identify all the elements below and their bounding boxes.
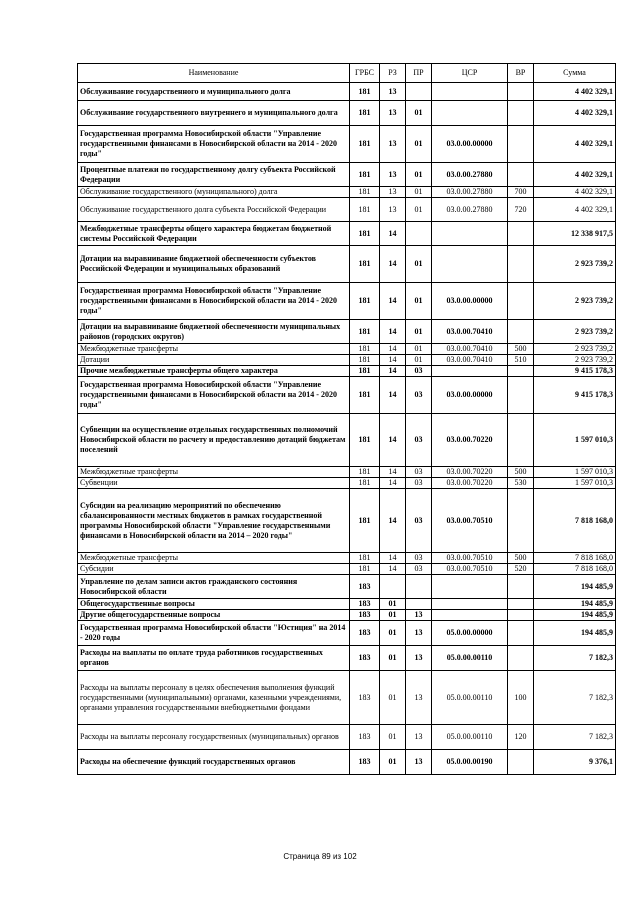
cell-csr: 03.0.00.00000 xyxy=(432,283,508,320)
cell-vr xyxy=(508,489,534,553)
cell-grbs: 183 xyxy=(350,725,380,750)
cell-grbs: 181 xyxy=(350,187,380,198)
cell-csr xyxy=(432,101,508,126)
cell-name: Расходы на выплаты по оплате труда работников государственных органов xyxy=(78,646,350,671)
cell-grbs: 181 xyxy=(350,283,380,320)
cell-grbs: 183 xyxy=(350,621,380,646)
cell-csr: 05.0.00.00110 xyxy=(432,671,508,725)
cell-pr: 01 xyxy=(406,344,432,355)
cell-csr: 05.0.00.00110 xyxy=(432,725,508,750)
cell-name: Межбюджетные трансферты общего характера бюджетам бюджетной системы Российской Федерации xyxy=(78,222,350,246)
cell-vr xyxy=(508,222,534,246)
cell-csr xyxy=(432,222,508,246)
cell-grbs: 181 xyxy=(350,377,380,414)
cell-csr: 05.0.00.00110 xyxy=(432,646,508,671)
cell-grbs: 181 xyxy=(350,320,380,344)
cell-csr: 03.0.00.70220 xyxy=(432,478,508,489)
cell-vr: 520 xyxy=(508,564,534,575)
cell-name: Расходы на обеспечение функций государственных органов xyxy=(78,750,350,775)
table-row xyxy=(78,725,616,750)
cell-vr xyxy=(508,599,534,610)
cell-vr: 530 xyxy=(508,478,534,489)
cell-vr xyxy=(508,646,534,671)
header-csr: ЦСР xyxy=(432,64,508,83)
cell-sum: 4 402 329,1 xyxy=(534,187,616,198)
cell-sum: 9 415 178,3 xyxy=(534,366,616,377)
cell-rz: 14 xyxy=(380,377,406,414)
cell-pr: 01 xyxy=(406,320,432,344)
cell-grbs: 181 xyxy=(350,83,380,101)
cell-rz: 14 xyxy=(380,489,406,553)
cell-sum: 4 402 329,1 xyxy=(534,163,616,187)
cell-sum: 7 182,3 xyxy=(534,646,616,671)
cell-name: Процентные платежи по государственному долгу субъекта Российской Федерации xyxy=(78,163,350,187)
budget-table xyxy=(77,63,616,775)
cell-pr: 03 xyxy=(406,467,432,478)
cell-grbs: 181 xyxy=(350,198,380,222)
cell-name: Межбюджетные трансферты xyxy=(78,553,350,564)
cell-sum: 1 597 010,3 xyxy=(534,478,616,489)
cell-vr xyxy=(508,414,534,467)
cell-grbs: 181 xyxy=(350,344,380,355)
table-row xyxy=(78,222,616,246)
header-name: Наименование xyxy=(78,64,350,83)
table-row xyxy=(78,489,616,553)
cell-vr xyxy=(508,610,534,621)
cell-name: Межбюджетные трансферты xyxy=(78,344,350,355)
cell-csr: 03.0.00.70510 xyxy=(432,489,508,553)
table-row xyxy=(78,163,616,187)
cell-vr xyxy=(508,621,534,646)
cell-rz: 14 xyxy=(380,553,406,564)
cell-grbs: 181 xyxy=(350,126,380,163)
cell-pr: 03 xyxy=(406,564,432,575)
header-pr: ПР xyxy=(406,64,432,83)
cell-rz: 13 xyxy=(380,187,406,198)
cell-name: Дотации на выравнивание бюджетной обеспеченности муниципальных районов (городских округов) xyxy=(78,320,350,344)
cell-name: Другие общегосударственные вопросы xyxy=(78,610,350,621)
cell-pr: 13 xyxy=(406,671,432,725)
page-number-footer: Страница 89 из 102 xyxy=(283,852,357,861)
cell-csr: 03.0.00.27880 xyxy=(432,187,508,198)
cell-pr: 01 xyxy=(406,198,432,222)
cell-pr: 01 xyxy=(406,101,432,126)
cell-vr xyxy=(508,83,534,101)
cell-rz: 14 xyxy=(380,246,406,283)
cell-vr: 510 xyxy=(508,355,534,366)
table-row xyxy=(78,187,616,198)
cell-grbs: 183 xyxy=(350,575,380,599)
cell-grbs: 181 xyxy=(350,355,380,366)
cell-rz: 14 xyxy=(380,283,406,320)
cell-pr xyxy=(406,575,432,599)
table-row xyxy=(78,478,616,489)
cell-grbs: 183 xyxy=(350,750,380,775)
cell-name: Обслуживание государственного внутреннего и муниципального долга xyxy=(78,101,350,126)
cell-vr xyxy=(508,283,534,320)
cell-csr: 03.0.00.70410 xyxy=(432,344,508,355)
cell-pr: 01 xyxy=(406,283,432,320)
table-row xyxy=(78,366,616,377)
table-row xyxy=(78,467,616,478)
cell-grbs: 181 xyxy=(350,478,380,489)
cell-sum: 2 923 739,2 xyxy=(534,246,616,283)
cell-vr: 500 xyxy=(508,344,534,355)
cell-name: Субвенции xyxy=(78,478,350,489)
cell-grbs: 183 xyxy=(350,671,380,725)
cell-csr xyxy=(432,599,508,610)
cell-rz: 14 xyxy=(380,355,406,366)
cell-grbs: 183 xyxy=(350,599,380,610)
cell-pr: 01 xyxy=(406,163,432,187)
cell-pr: 03 xyxy=(406,377,432,414)
cell-rz: 01 xyxy=(380,671,406,725)
cell-grbs: 181 xyxy=(350,163,380,187)
cell-rz: 13 xyxy=(380,83,406,101)
cell-rz: 01 xyxy=(380,725,406,750)
cell-name: Дотации на выравнивание бюджетной обеспеченности субъектов Российской Федерации и муниципальных образований xyxy=(78,246,350,283)
cell-csr: 03.0.00.27880 xyxy=(432,198,508,222)
header-row xyxy=(78,64,616,83)
table-row xyxy=(78,344,616,355)
cell-name: Дотации xyxy=(78,355,350,366)
cell-pr: 01 xyxy=(406,187,432,198)
cell-pr: 03 xyxy=(406,553,432,564)
cell-csr xyxy=(432,575,508,599)
table-row xyxy=(78,246,616,283)
cell-rz: 14 xyxy=(380,467,406,478)
cell-sum: 7 818 168,0 xyxy=(534,564,616,575)
cell-pr xyxy=(406,599,432,610)
cell-sum: 9 376,1 xyxy=(534,750,616,775)
cell-sum: 7 182,3 xyxy=(534,725,616,750)
cell-pr: 13 xyxy=(406,621,432,646)
cell-name: Межбюджетные трансферты xyxy=(78,467,350,478)
cell-grbs: 181 xyxy=(350,489,380,553)
cell-grbs: 181 xyxy=(350,222,380,246)
cell-csr xyxy=(432,610,508,621)
cell-pr xyxy=(406,222,432,246)
cell-vr: 100 xyxy=(508,671,534,725)
cell-pr: 13 xyxy=(406,610,432,621)
cell-rz: 01 xyxy=(380,599,406,610)
cell-name: Государственная программа Новосибирской области "Управление государственными финансами в Новосибирской области на 2014 - 2020 годы" xyxy=(78,126,350,163)
table-row xyxy=(78,564,616,575)
cell-sum: 9 415 178,3 xyxy=(534,377,616,414)
table-row xyxy=(78,126,616,163)
cell-rz: 01 xyxy=(380,646,406,671)
cell-rz: 13 xyxy=(380,101,406,126)
cell-sum: 7 818 168,0 xyxy=(534,489,616,553)
cell-rz: 01 xyxy=(380,621,406,646)
cell-sum: 194 485,9 xyxy=(534,599,616,610)
cell-sum: 4 402 329,1 xyxy=(534,101,616,126)
table-row xyxy=(78,320,616,344)
cell-rz: 14 xyxy=(380,344,406,355)
cell-grbs: 183 xyxy=(350,610,380,621)
cell-vr: 500 xyxy=(508,467,534,478)
header-rz: РЗ xyxy=(380,64,406,83)
cell-pr: 13 xyxy=(406,646,432,671)
table-row xyxy=(78,610,616,621)
table-row xyxy=(78,621,616,646)
cell-sum: 7 182,3 xyxy=(534,671,616,725)
cell-pr: 01 xyxy=(406,355,432,366)
cell-rz: 13 xyxy=(380,126,406,163)
table-row xyxy=(78,83,616,101)
cell-csr: 03.0.00.00000 xyxy=(432,377,508,414)
cell-sum: 4 402 329,1 xyxy=(534,126,616,163)
cell-name: Расходы на выплаты персоналу в целях обеспечения выполнения функций государственными (муниципальными) органами, казенными учреждениями, органами управления государственными внебюджетными фондами xyxy=(78,671,350,725)
cell-csr: 03.0.00.70410 xyxy=(432,320,508,344)
cell-vr xyxy=(508,575,534,599)
cell-name: Субвенции на осуществление отдельных государственных полномочий Новосибирской области по расчету и предоставлению дотаций бюджетам поселений xyxy=(78,414,350,467)
cell-csr: 03.0.00.70510 xyxy=(432,553,508,564)
header-vr: ВР xyxy=(508,64,534,83)
cell-sum: 2 923 739,2 xyxy=(534,344,616,355)
cell-vr: 700 xyxy=(508,187,534,198)
cell-name: Обслуживание государственного и муниципального долга xyxy=(78,83,350,101)
cell-name: Обслуживание государственного (муниципального) долга xyxy=(78,187,350,198)
cell-name: Общегосударственные вопросы xyxy=(78,599,350,610)
cell-grbs: 181 xyxy=(350,414,380,467)
cell-grbs: 181 xyxy=(350,246,380,283)
cell-vr xyxy=(508,101,534,126)
cell-pr xyxy=(406,83,432,101)
cell-csr: 03.0.00.70510 xyxy=(432,564,508,575)
cell-grbs: 181 xyxy=(350,553,380,564)
cell-vr: 120 xyxy=(508,725,534,750)
cell-vr xyxy=(508,750,534,775)
cell-rz: 13 xyxy=(380,198,406,222)
cell-name: Государственная программа Новосибирской области "Управление государственными финансами в Новосибирской области на 2014 - 2020 годы" xyxy=(78,283,350,320)
cell-grbs: 181 xyxy=(350,467,380,478)
cell-name: Прочие межбюджетные трансферты общего характера xyxy=(78,366,350,377)
table-row xyxy=(78,355,616,366)
cell-pr: 03 xyxy=(406,478,432,489)
cell-vr xyxy=(508,163,534,187)
cell-sum: 4 402 329,1 xyxy=(534,83,616,101)
cell-name: Государственная программа Новосибирской области "Юстиция" на 2014 - 2020 годы xyxy=(78,621,350,646)
cell-sum: 7 818 168,0 xyxy=(534,553,616,564)
cell-vr xyxy=(508,126,534,163)
cell-rz: 14 xyxy=(380,478,406,489)
cell-sum: 194 485,9 xyxy=(534,621,616,646)
cell-pr: 13 xyxy=(406,750,432,775)
cell-rz: 14 xyxy=(380,320,406,344)
cell-name: Субсидии на реализацию мероприятий по обеспечению сбалансированности местных бюджетов в рамках государственной программы Новосибирской области "Управление государственными финансами в Новосибирской области на 2014 – 2020 годы" xyxy=(78,489,350,553)
cell-sum: 1 597 010,3 xyxy=(534,467,616,478)
cell-rz xyxy=(380,575,406,599)
cell-pr: 01 xyxy=(406,126,432,163)
cell-pr: 03 xyxy=(406,366,432,377)
cell-csr: 03.0.00.70410 xyxy=(432,355,508,366)
cell-rz: 14 xyxy=(380,222,406,246)
header-grbs: ГРБС xyxy=(350,64,380,83)
table-body xyxy=(78,83,616,775)
cell-csr: 03.0.00.70220 xyxy=(432,414,508,467)
table-row xyxy=(78,414,616,467)
cell-rz: 13 xyxy=(380,163,406,187)
cell-csr: 03.0.00.70220 xyxy=(432,467,508,478)
cell-csr xyxy=(432,83,508,101)
cell-sum: 1 597 010,3 xyxy=(534,414,616,467)
cell-vr xyxy=(508,377,534,414)
table-row xyxy=(78,599,616,610)
cell-csr xyxy=(432,246,508,283)
cell-pr: 03 xyxy=(406,414,432,467)
cell-vr: 720 xyxy=(508,198,534,222)
cell-csr xyxy=(432,366,508,377)
cell-csr: 05.0.00.00000 xyxy=(432,621,508,646)
cell-name: Государственная программа Новосибирской области "Управление государственными финансами в Новосибирской области на 2014 - 2020 годы" xyxy=(78,377,350,414)
table-header xyxy=(78,64,616,83)
cell-name: Расходы на выплаты персоналу государственных (муниципальных) органов xyxy=(78,725,350,750)
cell-csr: 03.0.00.27880 xyxy=(432,163,508,187)
cell-vr: 500 xyxy=(508,553,534,564)
cell-grbs: 181 xyxy=(350,366,380,377)
cell-rz: 14 xyxy=(380,414,406,467)
table-row xyxy=(78,646,616,671)
cell-name: Обслуживание государственного долга субъекта Российской Федерации xyxy=(78,198,350,222)
table-row xyxy=(78,575,616,599)
cell-pr: 13 xyxy=(406,725,432,750)
cell-grbs: 181 xyxy=(350,564,380,575)
cell-name: Субсидии xyxy=(78,564,350,575)
cell-rz: 01 xyxy=(380,750,406,775)
cell-vr xyxy=(508,246,534,283)
cell-csr: 05.0.00.00190 xyxy=(432,750,508,775)
table-row xyxy=(78,377,616,414)
cell-sum: 2 923 739,2 xyxy=(534,320,616,344)
table-row xyxy=(78,198,616,222)
cell-sum: 4 402 329,1 xyxy=(534,198,616,222)
header-sum: Сумма xyxy=(534,64,616,83)
cell-sum: 194 485,9 xyxy=(534,610,616,621)
cell-sum: 194 485,9 xyxy=(534,575,616,599)
cell-sum: 2 923 739,2 xyxy=(534,283,616,320)
cell-pr: 03 xyxy=(406,489,432,553)
cell-rz: 14 xyxy=(380,366,406,377)
table-row xyxy=(78,101,616,126)
cell-csr: 03.0.00.00000 xyxy=(432,126,508,163)
cell-grbs: 181 xyxy=(350,101,380,126)
cell-name: Управление по делам записи актов гражданского состояния Новосибирской области xyxy=(78,575,350,599)
table-row xyxy=(78,283,616,320)
cell-grbs: 183 xyxy=(350,646,380,671)
table-row xyxy=(78,671,616,725)
cell-vr xyxy=(508,366,534,377)
table-row xyxy=(78,553,616,564)
cell-sum: 12 338 917,5 xyxy=(534,222,616,246)
cell-rz: 14 xyxy=(380,564,406,575)
cell-vr xyxy=(508,320,534,344)
cell-sum: 2 923 739,2 xyxy=(534,355,616,366)
cell-rz: 01 xyxy=(380,610,406,621)
cell-pr: 01 xyxy=(406,246,432,283)
table-row xyxy=(78,750,616,775)
